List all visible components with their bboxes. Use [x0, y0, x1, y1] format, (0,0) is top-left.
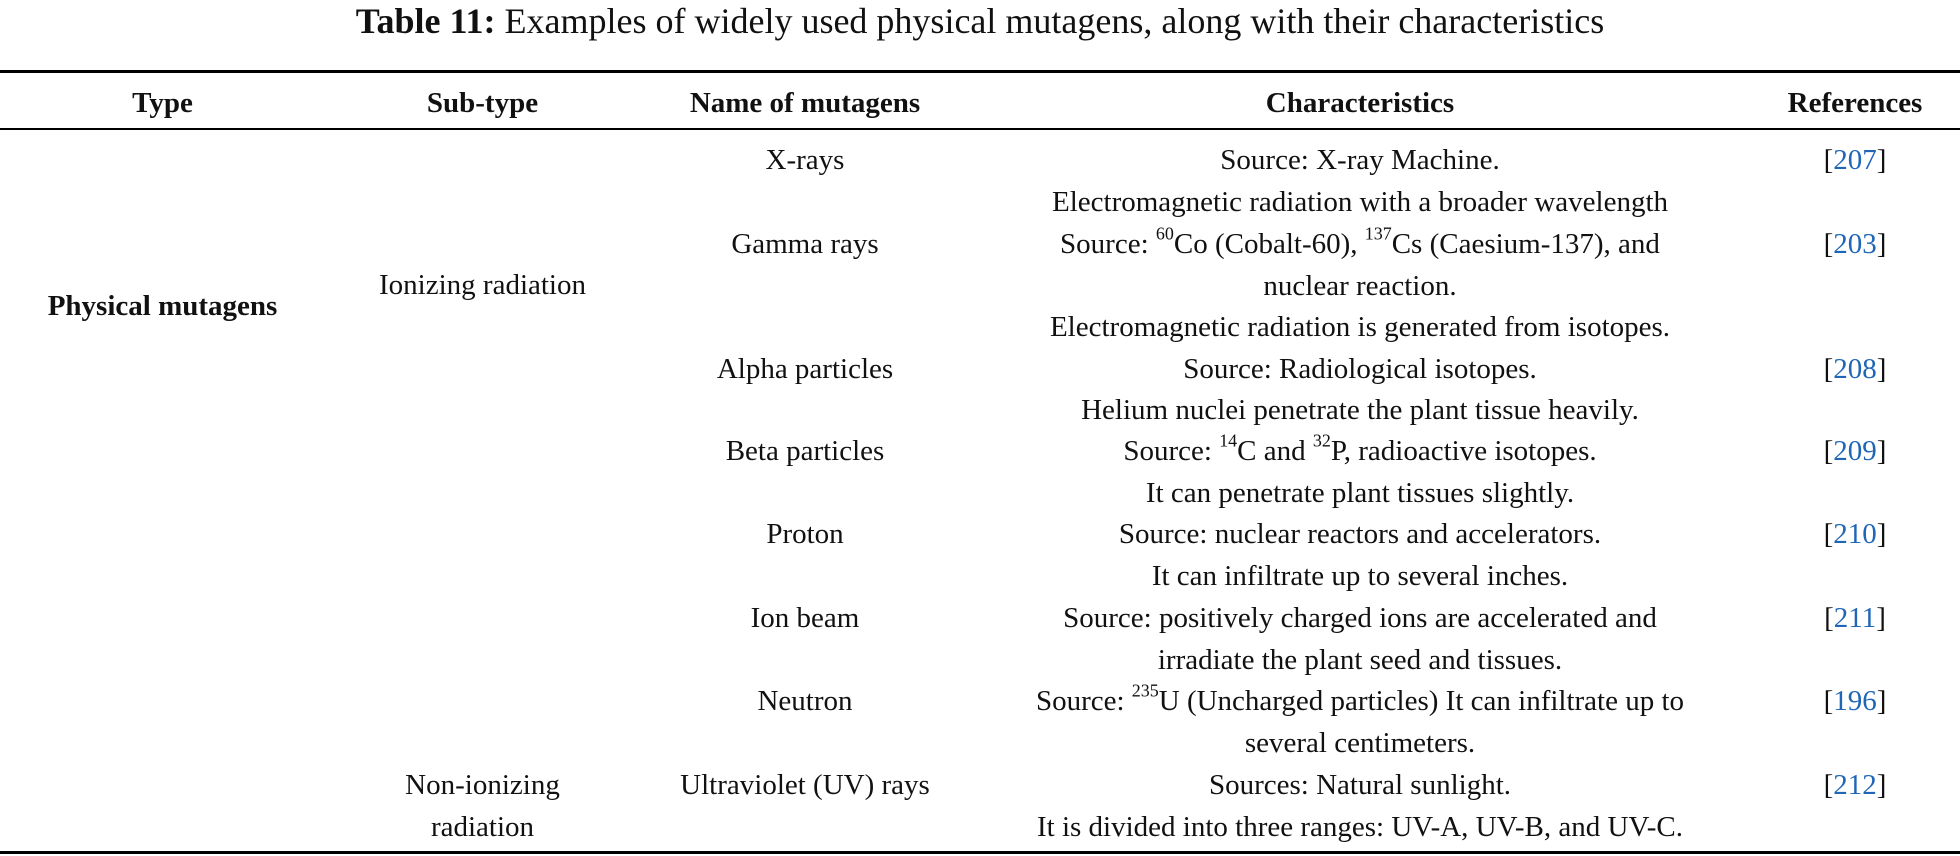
reference-cell: [208]: [1823, 353, 1887, 385]
characteristics-line: irradiate the plant seed and tissues.: [1157, 644, 1563, 676]
mutagen-name: Alpha particles: [716, 353, 894, 385]
subtype-ionizing: Ionizing radiation: [379, 269, 586, 301]
superscript: 137: [1364, 223, 1392, 244]
reference-cell: [207]: [1823, 144, 1887, 176]
reference-link[interactable]: 207: [1833, 144, 1877, 176]
subtype-non-ionizing-line2: radiation: [430, 811, 535, 843]
reference-link[interactable]: 210: [1833, 518, 1877, 550]
characteristics-line: Source: $^{60}$Co (Cobalt-60), $^{137}$Cs (Caesium-137), and: [1060, 223, 1660, 260]
caption-text: Examples of widely used physical mutagens, along with their characteristics: [495, 1, 1605, 41]
reference-cell: [196]: [1823, 685, 1887, 717]
characteristics-line: It can infiltrate up to several inches.: [1151, 560, 1569, 592]
characteristics-line: nuclear reaction.: [1263, 270, 1457, 302]
mutagen-name: Ultraviolet (UV) rays: [680, 769, 930, 801]
subtype-non-ionizing-line1: Non-ionizing: [405, 769, 560, 801]
header-name: Name of mutagens: [689, 87, 921, 119]
table-bottom-rule: [0, 851, 1960, 854]
reference-cell: [210]: [1823, 518, 1887, 550]
table-caption: [0, 0, 1960, 42]
characteristics-line: Source: nuclear reactors and accelerators.: [1118, 518, 1602, 550]
mutagen-name: Neutron: [757, 685, 853, 717]
reference-link[interactable]: 196: [1833, 685, 1877, 717]
characteristics-line: Sources: Natural sunlight.: [1208, 769, 1512, 801]
characteristics-line: Helium nuclei penetrate the plant tissue heavily.: [1081, 394, 1639, 426]
reference-link[interactable]: 208: [1833, 353, 1877, 385]
reference-cell: [211]: [1824, 602, 1886, 634]
characteristics-line: several centimeters.: [1244, 727, 1476, 759]
mutagen-name: Beta particles: [725, 435, 885, 467]
characteristics-line: Source: $^{14}$C and $^{32}$P, radioactive isotopes.: [1123, 430, 1597, 467]
superscript: 32: [1312, 430, 1331, 451]
reference-link[interactable]: 212: [1833, 769, 1877, 801]
characteristics-line: Electromagnetic radiation with a broader wavelength: [1052, 186, 1668, 218]
type-physical-mutagens: Physical mutagens: [47, 290, 278, 322]
mutagen-name: X-rays: [765, 144, 845, 176]
header-characteristics: Characteristics: [1265, 87, 1455, 119]
table-header-rule: [0, 128, 1960, 130]
reference-cell: [212]: [1823, 769, 1887, 801]
caption-label: Table 11:: [355, 1, 496, 41]
superscript: 14: [1219, 430, 1238, 451]
header-type: Type: [132, 87, 193, 119]
characteristics-line: Source: $^{235}$U (Uncharged particles) It can infiltrate up to: [1035, 680, 1685, 717]
characteristics-line: Source: X-ray Machine.: [1220, 144, 1500, 176]
reference-cell: [203]: [1823, 228, 1887, 260]
reference-link[interactable]: 211: [1833, 602, 1877, 634]
superscript: 60: [1155, 223, 1174, 244]
characteristics-line: Source: Radiological isotopes.: [1183, 353, 1537, 385]
superscript: 235: [1131, 680, 1159, 701]
table-top-rule: [0, 70, 1960, 73]
characteristics-line: It can penetrate plant tissues slightly.: [1145, 477, 1575, 509]
reference-link[interactable]: 203: [1833, 228, 1877, 260]
header-references: References: [1787, 87, 1923, 119]
mutagen-name: Ion beam: [750, 602, 860, 634]
reference-cell: [209]: [1823, 435, 1887, 467]
characteristics-line: Electromagnetic radiation is generated from isotopes.: [1049, 311, 1671, 343]
characteristics-line: Source: positively charged ions are accelerated and: [1063, 602, 1657, 634]
reference-link[interactable]: 209: [1833, 435, 1877, 467]
characteristics-line: It is divided into three ranges: UV-A, UV-B, and UV-C.: [1036, 811, 1683, 843]
mutagen-name: Proton: [766, 518, 844, 550]
header-subtype: Sub-type: [426, 87, 539, 119]
mutagen-name: Gamma rays: [731, 228, 879, 260]
